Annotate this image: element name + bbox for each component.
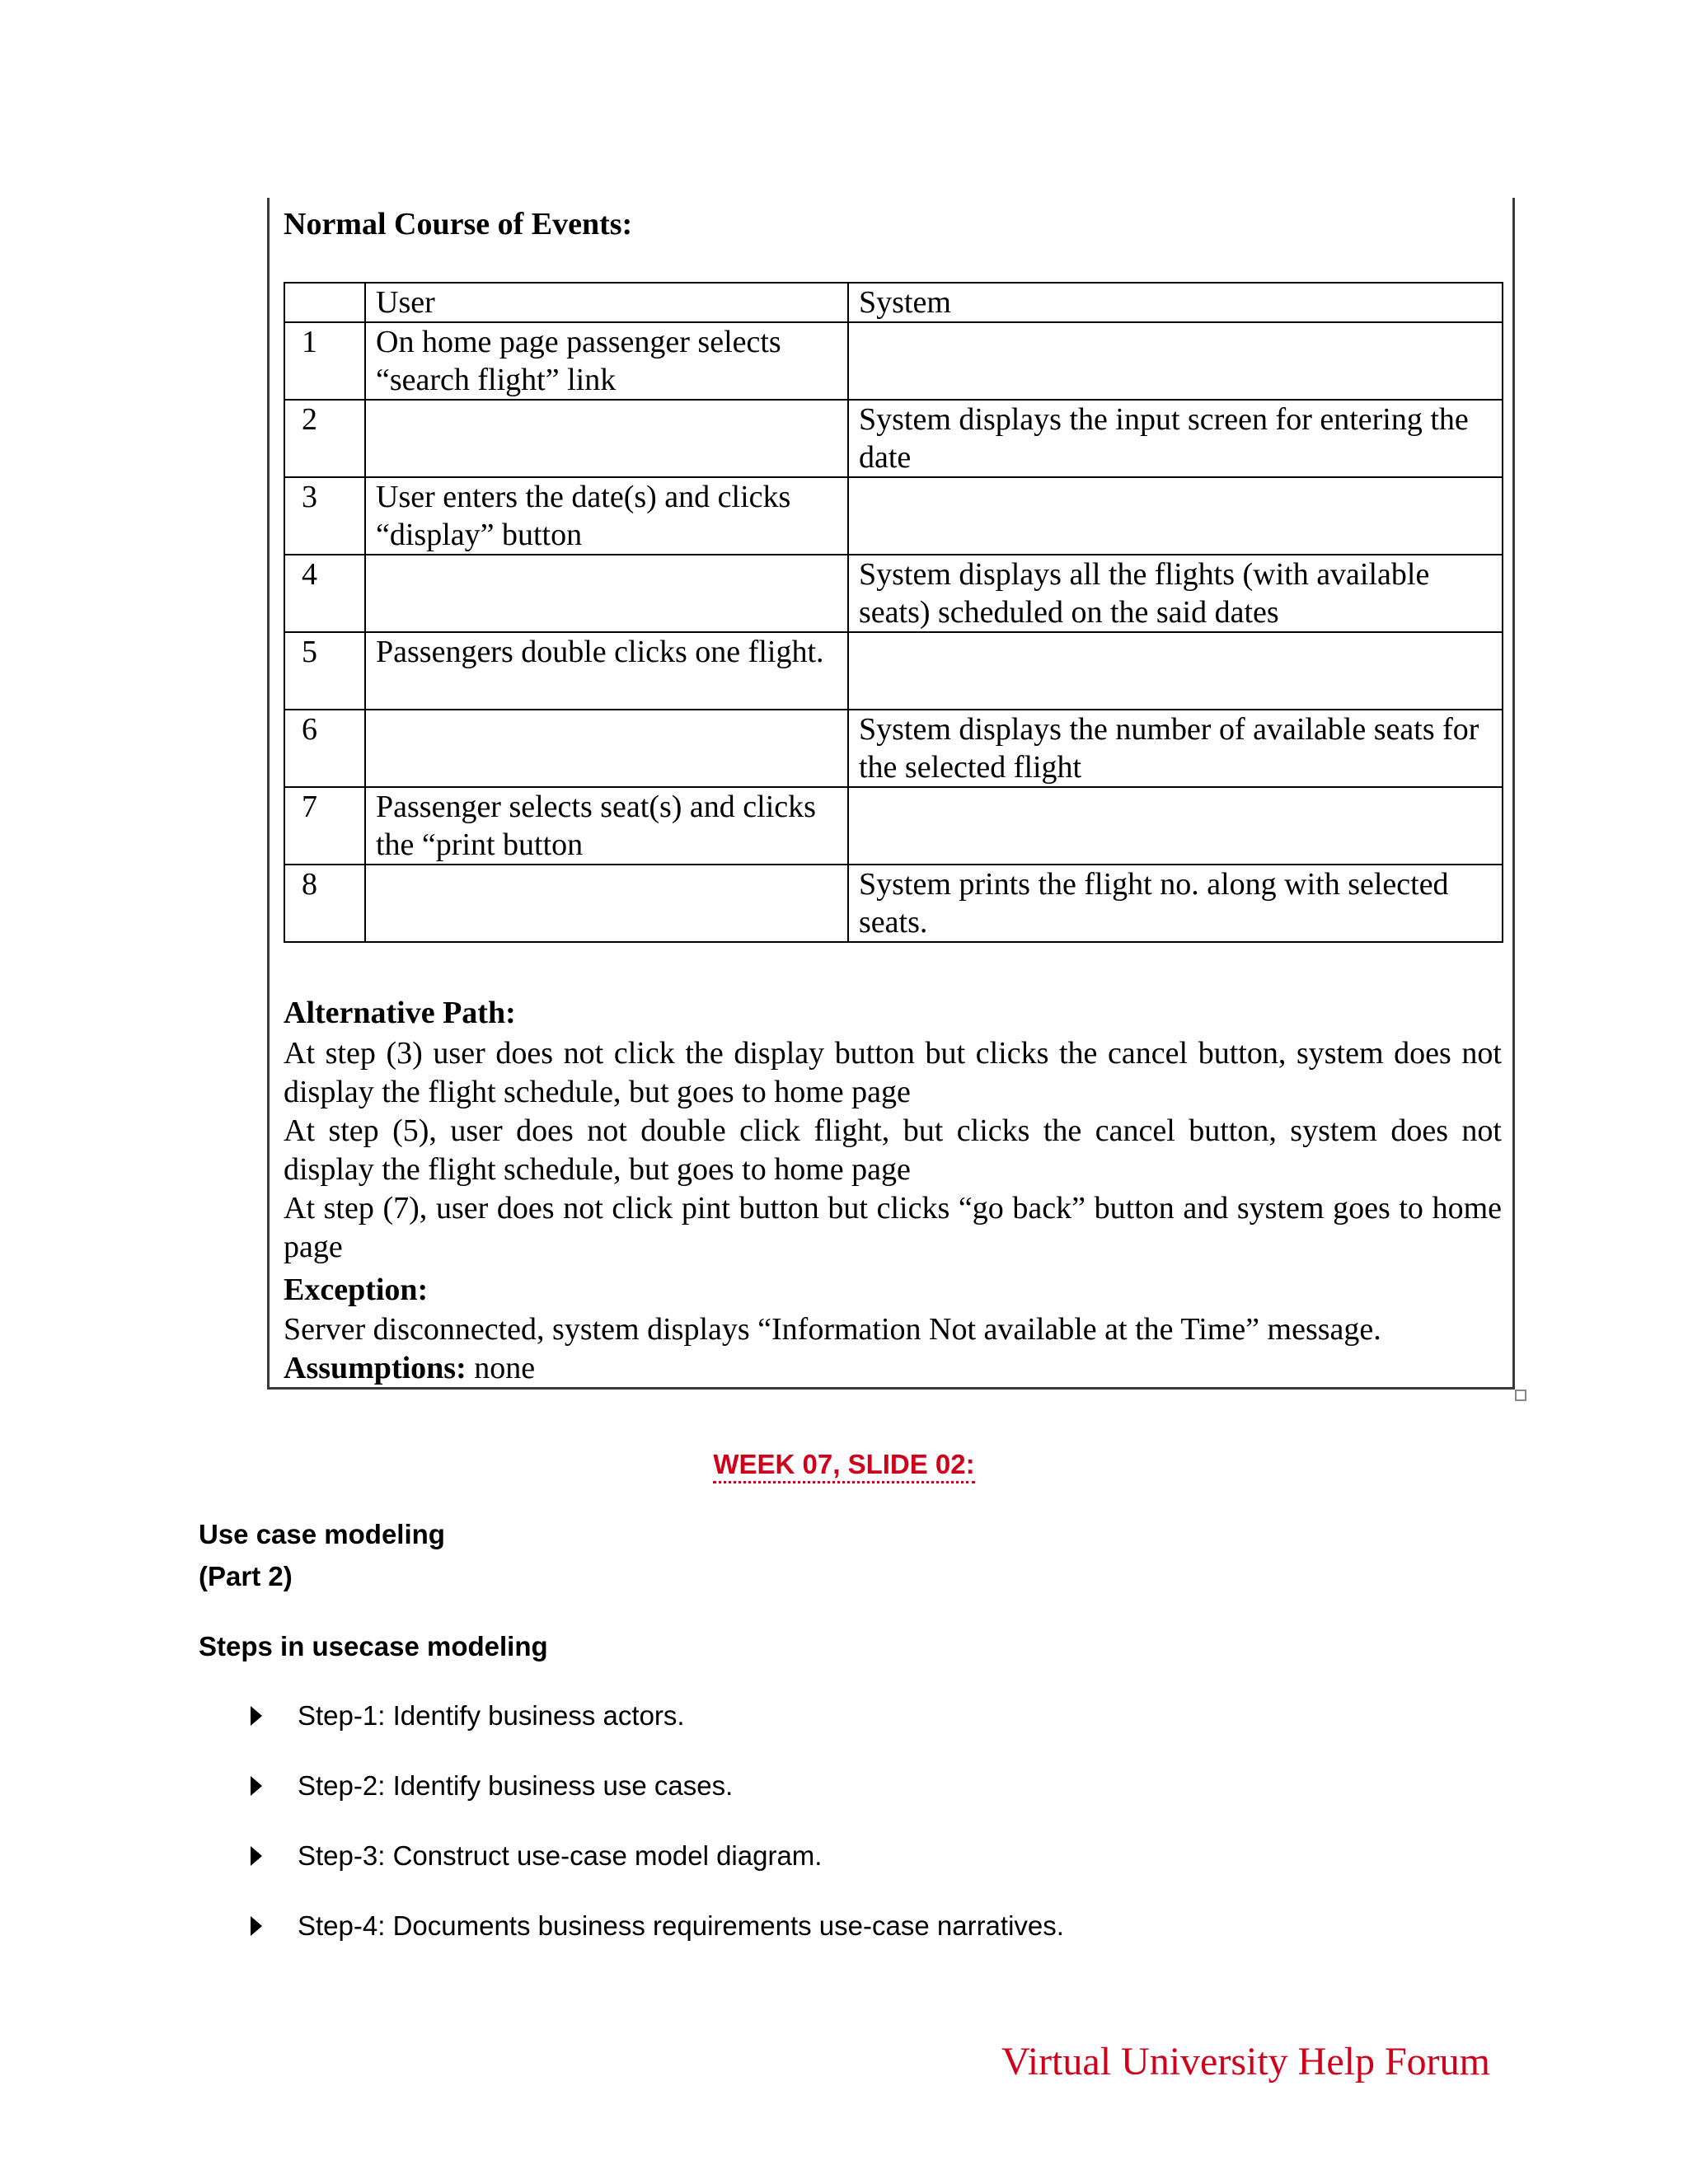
normal-course-heading: Normal Course of Events: (284, 207, 633, 241)
slide-title (0, 1449, 1688, 1480)
row-num: 7 (284, 787, 365, 865)
row-system: System prints the flight no. along with selected seats. (848, 865, 1503, 942)
list-item (247, 1838, 1064, 1908)
row-num: 4 (284, 555, 365, 632)
alternative-path-item: At step (5), user does not double click flight, but clicks the cancel button, system does not display the flight schedule, but goes to home page (284, 1113, 1502, 1187)
table-row (284, 632, 1503, 710)
table-row (284, 710, 1503, 787)
row-num: 3 (284, 477, 365, 555)
row-num: 6 (284, 710, 365, 787)
row-system (848, 787, 1503, 865)
events-table (284, 282, 1503, 943)
section-subtitle: Steps in usecase modeling (199, 1631, 548, 1661)
bullet-triangle-icon (251, 1776, 262, 1796)
table-row (284, 787, 1503, 865)
exception-heading: Exception: (284, 1272, 429, 1307)
table-row (284, 865, 1503, 942)
table-row (284, 555, 1503, 632)
list-item (247, 1768, 1064, 1838)
row-user: Passengers double clicks one flight. (365, 632, 848, 710)
table-row (284, 477, 1503, 555)
steps-list (247, 1698, 1064, 1978)
row-user (365, 710, 848, 787)
row-user: Passenger selects seat(s) and clicks the “print button (365, 787, 848, 865)
bullet-triangle-icon (251, 1846, 262, 1866)
row-user (365, 400, 848, 477)
assumptions-value: none (474, 1351, 536, 1385)
header-user: User (365, 283, 848, 322)
assumptions-label: Assumptions: (284, 1351, 467, 1385)
exception-text: Server disconnected, system displays “Information Not available at the Time” message. (284, 1312, 1381, 1347)
slide-title-text: WEEK 07, SLIDE 02: (713, 1449, 974, 1483)
alternative-path-item: At step (7), user does not click pint button but clicks “go back” button and system goes to home page (284, 1191, 1502, 1264)
footer-brand: Virtual University Help Forum (1001, 2040, 1490, 2083)
table-row (284, 400, 1503, 477)
bullet-triangle-icon (251, 1706, 262, 1726)
row-user: User enters the date(s) and clicks “display” button (365, 477, 848, 555)
header-system: System (848, 283, 1503, 322)
row-system: System displays the number of available seats for the selected flight (848, 710, 1503, 787)
table-row (284, 322, 1503, 400)
step-text: Step-3: Construct use-case model diagram. (298, 1840, 823, 1871)
step-text: Step-1: Identify business actors. (298, 1700, 685, 1731)
alternative-path-heading: Alternative Path: (284, 996, 516, 1030)
row-num: 2 (284, 400, 365, 477)
section-part: (Part 2) (199, 1561, 293, 1591)
header-num (284, 283, 365, 322)
step-text: Step-2: Identify business use cases. (298, 1770, 734, 1801)
step-text: Step-4: Documents business requirements use-case narratives. (298, 1910, 1064, 1941)
row-user: On home page passenger selects “search flight” link (365, 322, 848, 400)
list-item (247, 1908, 1064, 1978)
row-num: 1 (284, 322, 365, 400)
alternative-path-item: At step (3) user does not click the display button but clicks the cancel button, system does not display the flight schedule, but goes to home page (284, 1036, 1502, 1109)
row-num: 8 (284, 865, 365, 942)
resize-handle[interactable] (1515, 1390, 1526, 1401)
row-system (848, 477, 1503, 555)
row-user (365, 555, 848, 632)
row-system (848, 632, 1503, 710)
row-system: System displays all the flights (with available seats) scheduled on the said dates (848, 555, 1503, 632)
section-title: Use case modeling (199, 1519, 445, 1549)
row-system (848, 322, 1503, 400)
row-system: System displays the input screen for entering the date (848, 400, 1503, 477)
list-item (247, 1698, 1064, 1768)
assumptions-line (284, 1349, 1502, 1388)
row-user (365, 865, 848, 942)
table-header-row (284, 283, 1503, 322)
row-num: 5 (284, 632, 365, 710)
bullet-triangle-icon (251, 1916, 262, 1936)
